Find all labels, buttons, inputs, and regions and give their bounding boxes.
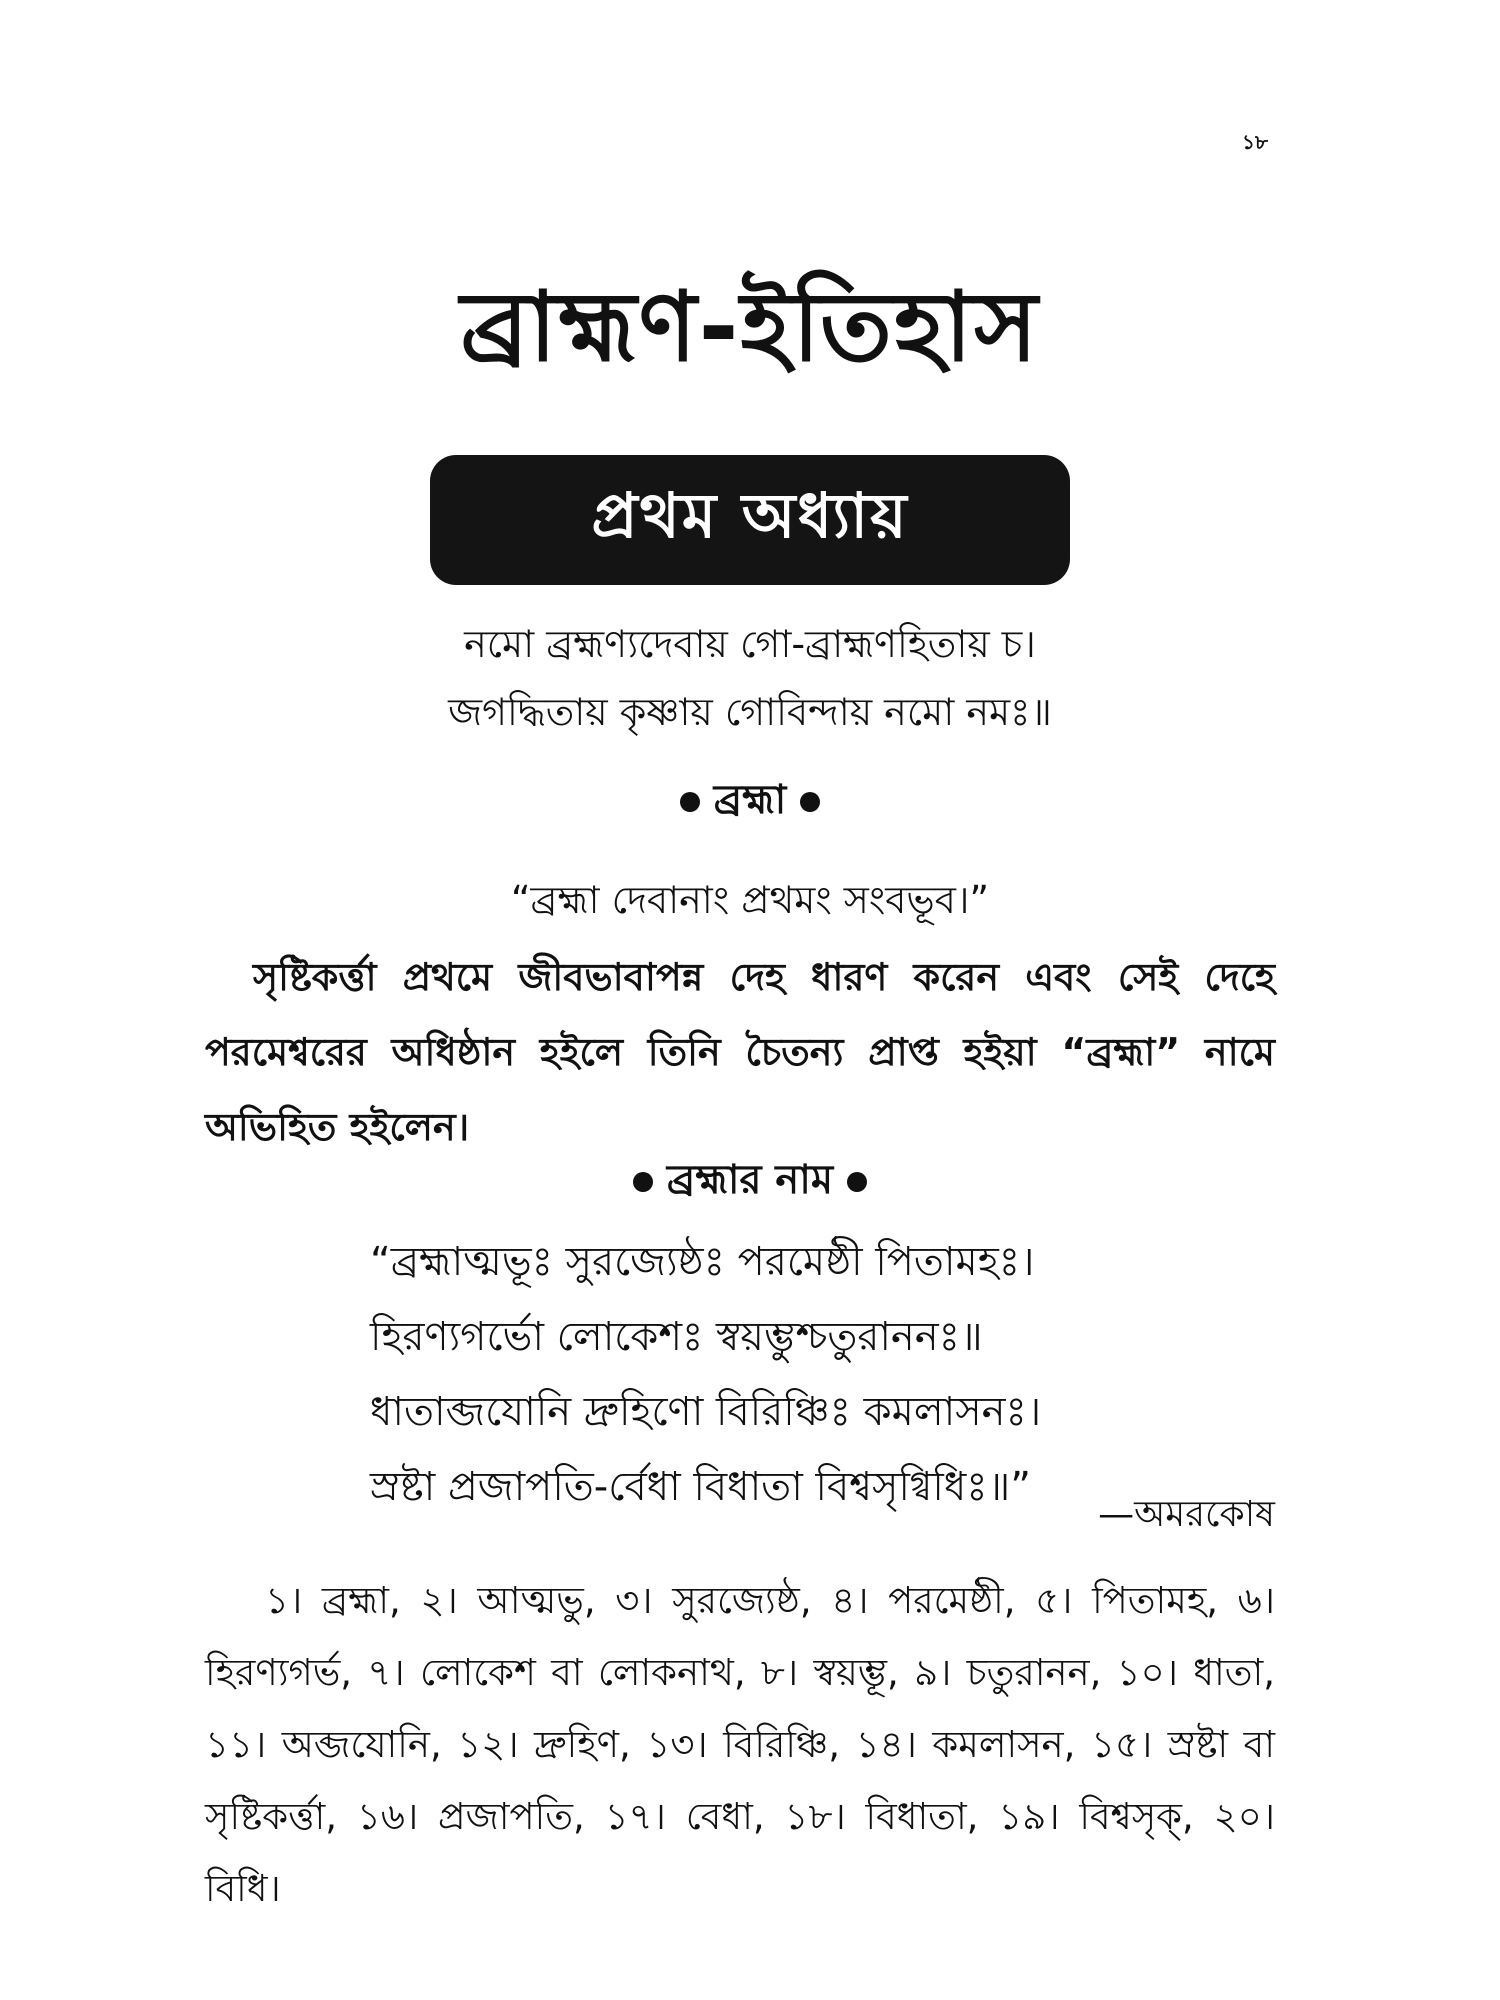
names-verse-line-4: স্রষ্টা প্রজাপতি-র্বেধা বিধাতা বিশ্বসৃগ্বিধিঃ॥” [370,1464,1031,1510]
names-verse-line-1: “ব্রহ্মাত্মভূঃ সুরজ্যেষ্ঠঃ পরমেষ্ঠী পিতামহঃ। [370,1239,1035,1285]
attribution: —অমরকোষ [1098,1494,1275,1535]
chapter-banner [430,455,1070,585]
page-number: ১৮ [1242,130,1268,154]
book-title: ব্রাহ্মণ-ইতিহাস [460,271,1040,383]
section-heading-text: ব্রহ্মা [713,777,787,823]
invocation-verse [0,610,1500,746]
names-verse [370,1225,1270,1525]
section-heading-brahma [0,770,1500,830]
bullet-icon [847,1172,867,1192]
bullet-icon [680,792,700,812]
section-heading-brahma-names [0,1150,1500,1210]
bullet-icon [633,1172,653,1192]
invocation-line-1: নমো ব্রহ্মণ্যদেবায় গো-ব্রাহ্মণহিতায় চ। [464,622,1036,666]
chapter-label: প্রথম অধ্যায় [591,478,909,552]
brahma-quote: “ব্রহ্মা দেবানাং প্রথমং সংবভূব।” [510,878,990,922]
invocation-line-2: জগদ্ধিতায় কৃষ্ণায় গোবিন্দায় নমো নমঃ॥ [448,690,1052,734]
names-list-paragraph: ১। ব্রহ্মা, ২। আত্মভু, ৩। সুরজ্যেষ্ঠ, ৪। পরমেষ্ঠী, ৫। পিতামহ, ৬। হিরণ্যগর্ভ, ৭। লোকেশ বা লোকনাথ, ৮। স্বয়ম্ভূ, ৯। চতুরানন, ১০। ধাতা, ১১। অব্জযোনি, ১২। দ্রুহিণ, ১৩। বিরিঞ্চি, ১৪। কমলাসন, ১৫। স্রষ্টা বা সৃষ্টিকর্ত্তা, ১৬। প্রজাপতি, ১৭। বেধা, ১৮। বিধাতা, ১৯। বিশ্বসৃক্, ২০। বিধি। [205,1579,1275,1910]
names-verse-line-2: হিরণ্যগর্ভো লোকেশঃ স্বয়ম্ভুশ্চতুরাননঃ॥ [370,1314,983,1360]
bullet-icon [800,792,820,812]
names-verse-line-3: ধাতাব্জযোনি দ্রুহিণো বিরিঞ্চিঃ কমলাসনঃ। [370,1389,1042,1435]
section-heading-text: ব্রহ্মার নাম [666,1157,834,1203]
brahma-paragraph: সৃষ্টিকর্ত্তা প্রথমে জীবভাবাপন্ন দেহ ধারণ করেন এবং সেই দেহে পরমেশ্বরের অধিষ্ঠান হইলে তিনি চৈতন্য প্রাপ্ত হইয়া “ব্রহ্মা” নামে অভিহিত হইলেন। [205,955,1275,1149]
